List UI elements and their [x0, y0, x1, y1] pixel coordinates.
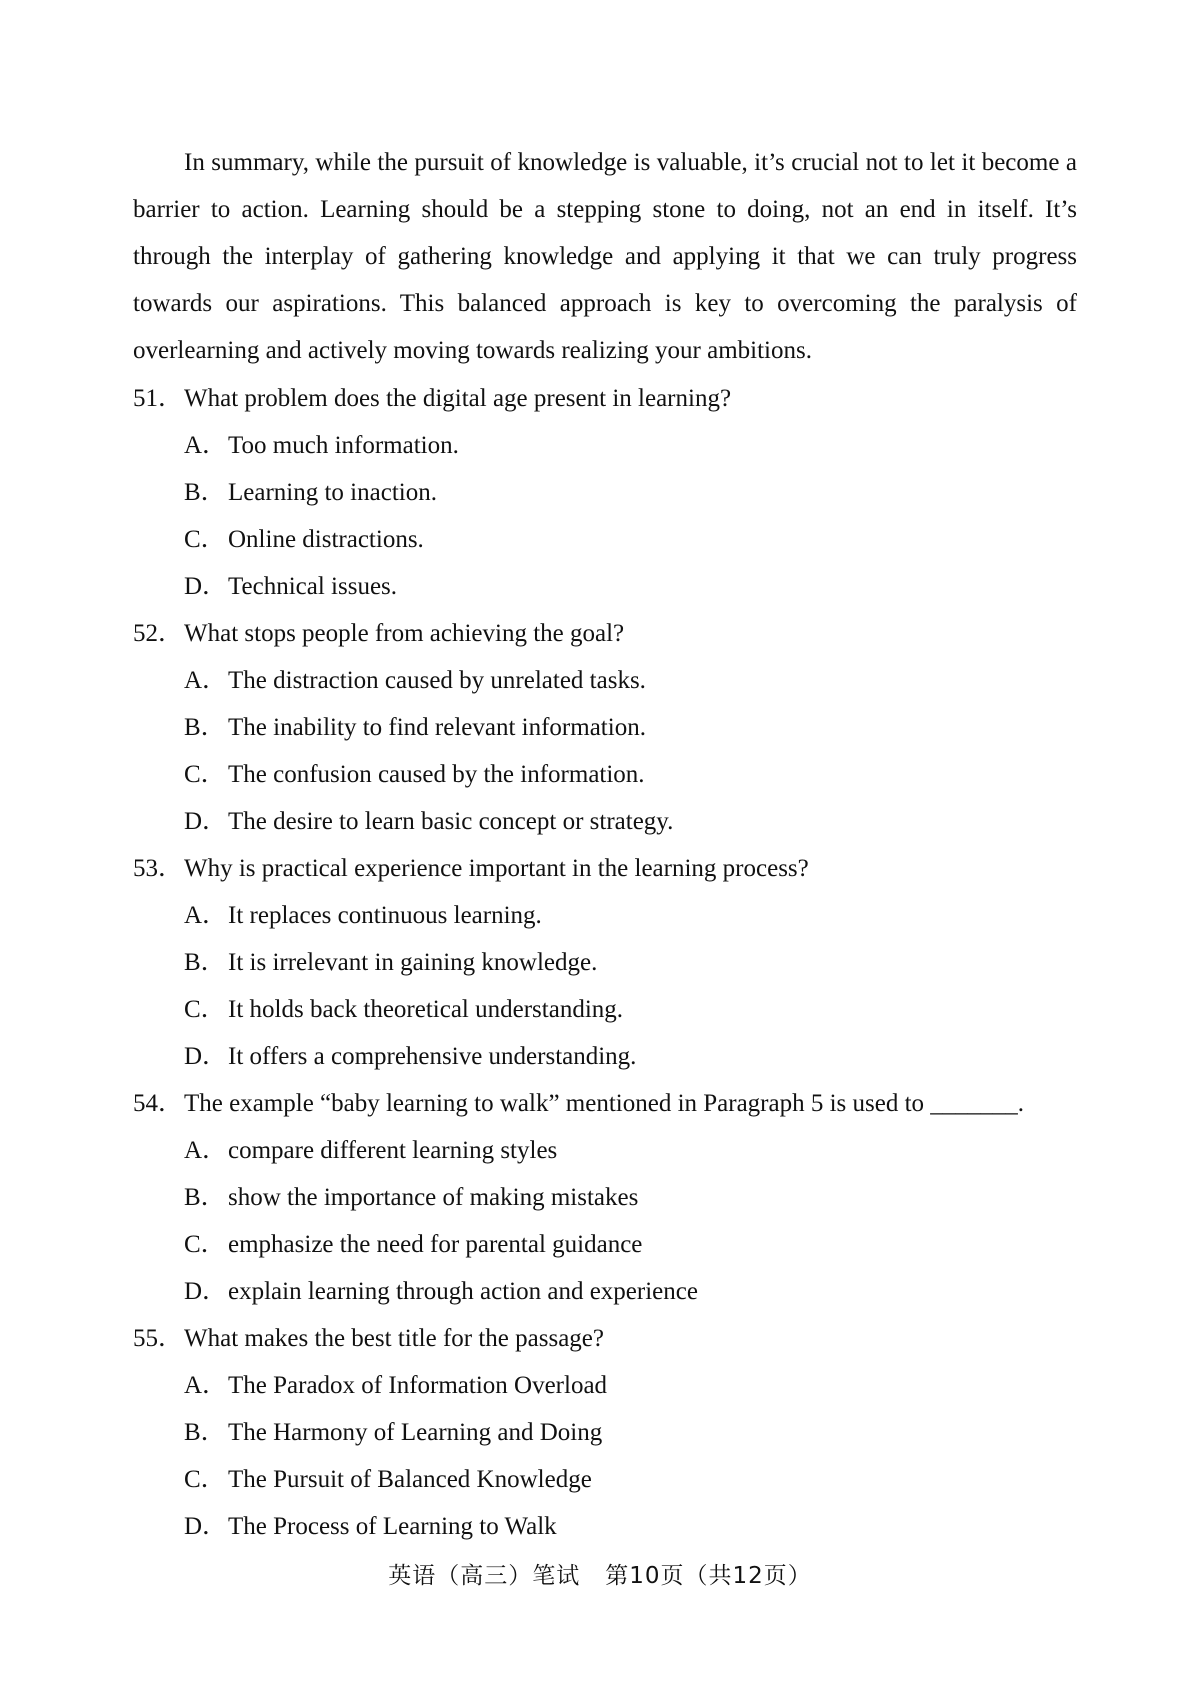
option-letter: C．	[184, 526, 226, 553]
question-list	[133, 375, 1077, 1550]
option-text: The Process of Learning to Walk	[228, 1513, 557, 1540]
option-text: compare different learning styles	[228, 1137, 558, 1164]
option-text: It replaces continuous learning.	[228, 902, 542, 929]
option-letter: D．	[184, 1513, 228, 1540]
option-c	[133, 1456, 1077, 1503]
footer-page-number: 第10页（共12页）	[605, 1563, 812, 1589]
option-text: The distraction caused by unrelated tasks.	[228, 667, 646, 694]
option-text: Too much information.	[228, 432, 459, 459]
option-letter: D．	[184, 573, 228, 600]
option-c	[133, 1221, 1077, 1268]
option-a	[133, 657, 1077, 704]
question-stem	[133, 1315, 1077, 1362]
question-number: 55．	[133, 1325, 184, 1352]
option-a	[133, 1362, 1077, 1409]
option-text: show the importance of making mistakes	[228, 1184, 639, 1211]
question-52	[133, 610, 1077, 845]
option-letter: A．	[184, 432, 228, 459]
option-letter: B．	[184, 949, 226, 976]
option-text: Online distractions.	[228, 526, 424, 553]
question-54	[133, 1080, 1077, 1315]
footer-subject: 英语（高三）笔试	[388, 1563, 581, 1589]
option-text: explain learning through action and experience	[228, 1278, 698, 1305]
option-d	[133, 1033, 1077, 1080]
option-letter: C．	[184, 1231, 226, 1258]
option-a	[133, 892, 1077, 939]
option-letter: D．	[184, 1278, 228, 1305]
question-number: 52．	[133, 620, 184, 647]
option-letter: C．	[184, 996, 226, 1023]
option-d	[133, 563, 1077, 610]
option-text: Technical issues.	[228, 573, 398, 600]
question-number: 53．	[133, 855, 184, 882]
option-text: The desire to learn basic concept or strategy.	[228, 808, 674, 835]
option-letter: A．	[184, 1372, 228, 1399]
option-a	[133, 1127, 1077, 1174]
question-text: What stops people from achieving the goal?	[184, 620, 625, 647]
option-text: The Pursuit of Balanced Knowledge	[228, 1466, 592, 1493]
option-a	[133, 422, 1077, 469]
option-text: The inability to find relevant information.	[228, 714, 646, 741]
question-stem	[133, 1080, 1077, 1127]
option-c	[133, 986, 1077, 1033]
option-letter: B．	[184, 479, 226, 506]
option-letter: A．	[184, 667, 228, 694]
question-text: Why is practical experience important in the learning process?	[184, 855, 809, 882]
option-b	[133, 1174, 1077, 1221]
option-b	[133, 939, 1077, 986]
option-b	[133, 1409, 1077, 1456]
question-text: What problem does the digital age present in learning?	[184, 385, 732, 412]
option-letter: D．	[184, 808, 228, 835]
question-number: 51．	[133, 385, 184, 412]
option-letter: B．	[184, 1184, 226, 1211]
question-stem	[133, 845, 1077, 892]
summary-paragraph: In summary, while the pursuit of knowledge is valuable, it’s crucial not to let it become a barrier to action. Learning should be a stepping stone to doing, not an end in itself. It’s through the interplay of gathering knowledge and applying it that we can truly progress towards our aspirations. This balanced approach is key to overcoming the paralysis of overlearning and actively moving towards realizing your ambitions.	[133, 149, 1077, 364]
question-55	[133, 1315, 1077, 1550]
page-footer	[0, 1557, 1200, 1590]
option-letter: D．	[184, 1043, 228, 1070]
option-text: The confusion caused by the information.	[228, 761, 645, 788]
question-stem	[133, 610, 1077, 657]
option-letter: A．	[184, 1137, 228, 1164]
option-text: The Paradox of Information Overload	[228, 1372, 608, 1399]
option-c	[133, 516, 1077, 563]
option-d	[133, 798, 1077, 845]
option-d	[133, 1268, 1077, 1315]
option-text: It is irrelevant in gaining knowledge.	[228, 949, 598, 976]
option-letter: C．	[184, 761, 226, 788]
option-letter: B．	[184, 1419, 226, 1446]
option-b	[133, 704, 1077, 751]
option-text: The Harmony of Learning and Doing	[228, 1419, 603, 1446]
question-number: 54．	[133, 1090, 184, 1117]
option-letter: C．	[184, 1466, 226, 1493]
question-51	[133, 375, 1077, 610]
question-stem	[133, 375, 1077, 422]
question-53	[133, 845, 1077, 1080]
option-text: It offers a comprehensive understanding.	[228, 1043, 637, 1070]
option-letter: B．	[184, 714, 226, 741]
question-text: The example “baby learning to walk” mentioned in Paragraph 5 is used to _______.	[184, 1090, 1025, 1117]
option-c	[133, 751, 1077, 798]
option-text: Learning to inaction.	[228, 479, 437, 506]
option-d	[133, 1503, 1077, 1550]
option-b	[133, 469, 1077, 516]
option-text: It holds back theoretical understanding.	[228, 996, 624, 1023]
option-letter: A．	[184, 902, 228, 929]
option-text: emphasize the need for parental guidance	[228, 1231, 643, 1258]
question-text: What makes the best title for the passage?	[184, 1325, 604, 1352]
